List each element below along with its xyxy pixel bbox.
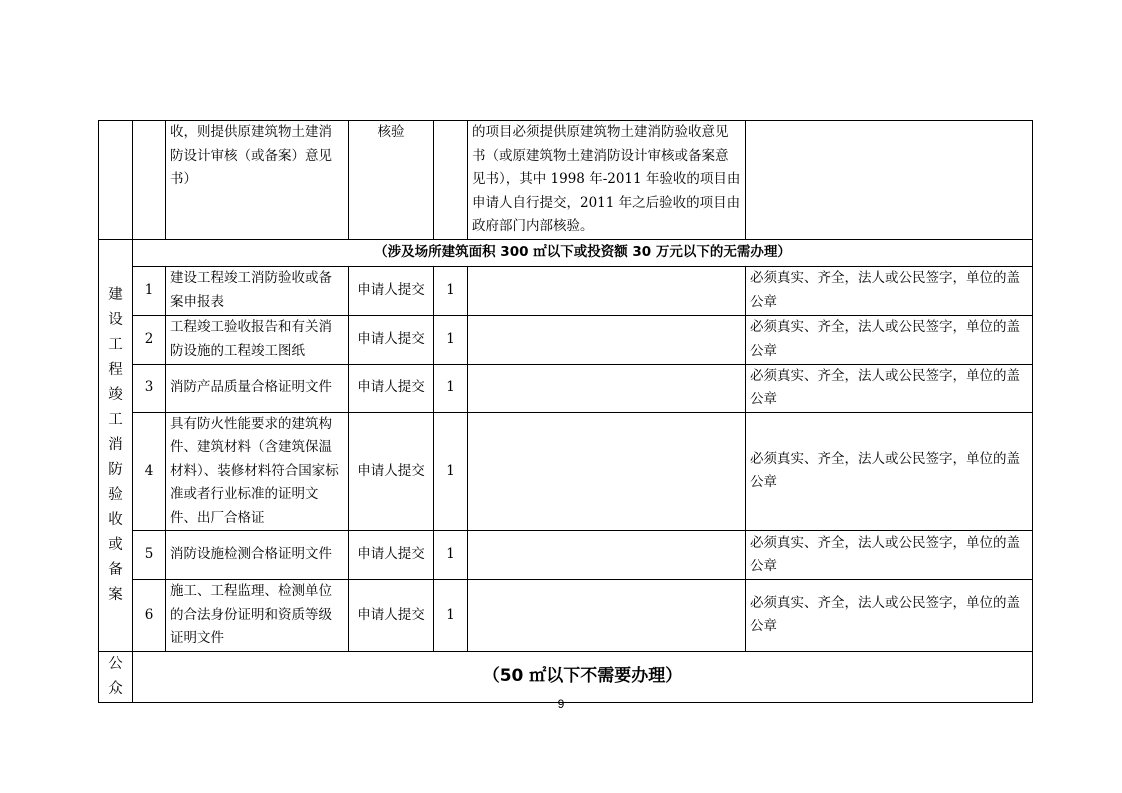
requirement-cell: 必须真实、齐全，法人或公民签字，单位的盖公章 bbox=[746, 531, 1033, 580]
table-row bbox=[99, 580, 1033, 652]
table-row bbox=[99, 531, 1033, 580]
row-number: 4 bbox=[133, 412, 166, 531]
requirement-cell bbox=[746, 121, 1033, 240]
requirements-table bbox=[98, 120, 1033, 703]
page-number: 9 bbox=[557, 697, 565, 711]
row-number: 1 bbox=[133, 266, 166, 315]
note-cell: 的项目必须提供原建筑物土建消防验收意见书（或原建筑物土建消防设计审核或备案意见书），其中 1998 年-2011 年验收的项目由申请人自行提交，2011 年之后验收的项目由政府部门内部核验。 bbox=[468, 121, 746, 240]
requirement-cell: 必须真实、齐全，法人或公民签字，单位的盖公章 bbox=[746, 315, 1033, 364]
row-number: 6 bbox=[133, 580, 166, 652]
material-name-cell: 施工、工程监理、检测单位的合法身份证明和资质等级证明文件 bbox=[166, 580, 349, 652]
remark-cell bbox=[468, 412, 746, 531]
remark-cell bbox=[468, 580, 746, 652]
source-cell: 申请人提交 bbox=[349, 580, 434, 652]
category-label-public: 公 众 bbox=[99, 651, 133, 702]
row-number: 3 bbox=[133, 364, 166, 412]
material-name-cell: 工程竣工验收报告和有关消防设施的工程竣工图纸 bbox=[166, 315, 349, 364]
table-row bbox=[99, 412, 1033, 531]
section-heading-public: （50 ㎡以下不需要办理） bbox=[133, 651, 1033, 702]
material-name-cell: 消防产品质量合格证明文件 bbox=[166, 364, 349, 412]
copies-cell: 1 bbox=[434, 531, 468, 580]
copies-cell: 1 bbox=[434, 412, 468, 531]
copies-cell bbox=[434, 121, 468, 240]
index-cell bbox=[133, 121, 166, 240]
requirement-cell: 必须真实、齐全，法人或公民签字，单位的盖公章 bbox=[746, 364, 1033, 412]
table-row bbox=[99, 315, 1033, 364]
copies-cell: 1 bbox=[434, 315, 468, 364]
remark-cell bbox=[468, 531, 746, 580]
copies-cell: 1 bbox=[434, 266, 468, 315]
material-name-cell: 收，则提供原建筑物土建消防设计审核（或备案）意见书） bbox=[166, 121, 349, 240]
remark-cell bbox=[468, 364, 746, 412]
section-heading-row bbox=[99, 651, 1033, 702]
source-cell: 申请人提交 bbox=[349, 412, 434, 531]
category-cell bbox=[99, 121, 133, 240]
table-row bbox=[99, 121, 1033, 240]
section-heading-row bbox=[99, 239, 1033, 266]
remark-cell bbox=[468, 315, 746, 364]
table-row bbox=[99, 364, 1033, 412]
remark-cell bbox=[468, 266, 746, 315]
row-number: 5 bbox=[133, 531, 166, 580]
section-heading-acceptance: （涉及场所建筑面积 300 ㎡以下或投资额 30 万元以下的无需办理） bbox=[133, 239, 1033, 266]
source-cell: 核验 bbox=[349, 121, 434, 240]
material-name-cell: 建设工程竣工消防验收或备案申报表 bbox=[166, 266, 349, 315]
material-name-cell: 消防设施检测合格证明文件 bbox=[166, 531, 349, 580]
requirement-cell: 必须真实、齐全，法人或公民签字，单位的盖公章 bbox=[746, 266, 1033, 315]
source-cell: 申请人提交 bbox=[349, 364, 434, 412]
source-cell: 申请人提交 bbox=[349, 315, 434, 364]
requirement-cell: 必须真实、齐全，法人或公民签字，单位的盖公章 bbox=[746, 412, 1033, 531]
requirement-cell: 必须真实、齐全，法人或公民签字，单位的盖公章 bbox=[746, 580, 1033, 652]
copies-cell: 1 bbox=[434, 580, 468, 652]
row-number: 2 bbox=[133, 315, 166, 364]
material-name-cell: 具有防火性能要求的建筑构件、建筑材料（含建筑保温材料）、装修材料符合国家标准或者行业标准的证明文件、出厂合格证 bbox=[166, 412, 349, 531]
source-cell: 申请人提交 bbox=[349, 531, 434, 580]
source-cell: 申请人提交 bbox=[349, 266, 434, 315]
category-label-acceptance: 建 设 工 程 竣 工 消 防 验 收 或 备 案 bbox=[99, 239, 133, 651]
table-row bbox=[99, 266, 1033, 315]
copies-cell: 1 bbox=[434, 364, 468, 412]
